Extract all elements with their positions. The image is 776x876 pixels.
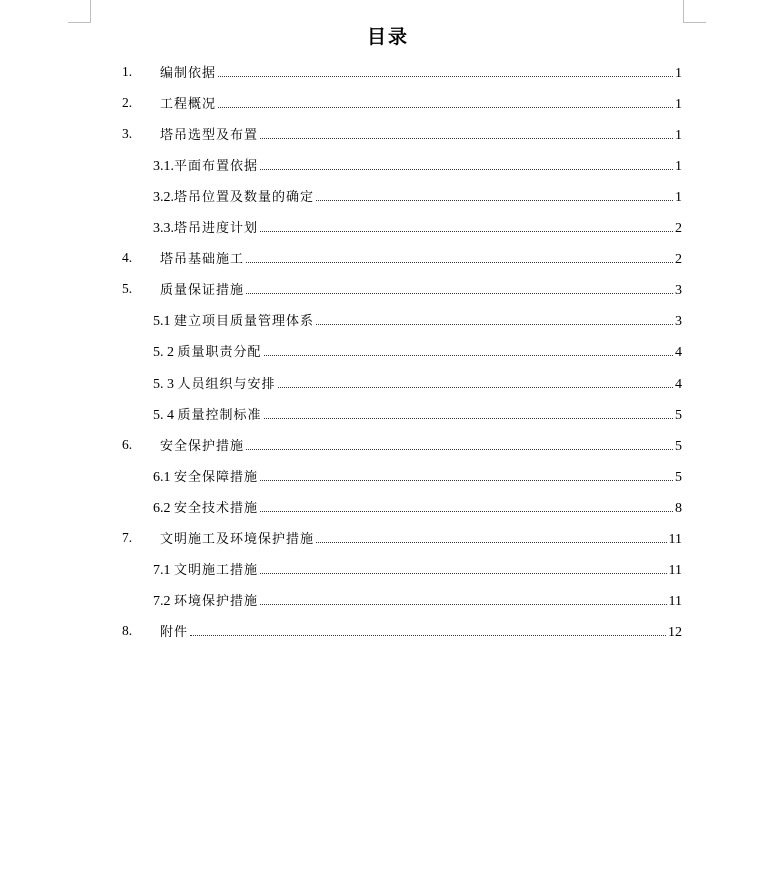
toc-entry-page-number: 1 [675,65,682,81]
toc-entry-page-number: 11 [668,563,682,579]
toc-entry[interactable] [0,585,776,616]
toc-entry-title [153,155,258,175]
crop-mark-top-right [683,0,706,23]
toc-entry-line [153,373,682,393]
toc-entry-title [160,435,244,454]
toc-entry[interactable] [0,460,776,491]
toc-entry-section-number: 3.3. [153,221,174,236]
toc-entry-section-number: 3.2. [153,189,174,205]
toc-entry[interactable] [0,56,776,87]
toc-entry[interactable] [0,87,776,118]
toc-entry-section-number: 5. 3 [153,376,178,392]
toc-entry-section-number: 5.1 [153,314,174,330]
toc-entry-line [153,466,682,486]
toc-entry-line [160,248,682,268]
toc-entry-text: 质量保证措施 [160,283,245,299]
toc-leader-dots [190,634,666,636]
toc-entry-title [153,310,314,330]
toc-entry-line [153,186,682,206]
toc-entry-page-number: 11 [668,594,682,610]
toc-entry-page-number: 1 [675,189,682,205]
toc-entry-title [153,186,314,206]
toc-entry-title [153,590,258,610]
toc-leader-dots [260,137,673,139]
toc-entry-line [153,217,682,237]
toc-entry-title [160,93,216,112]
toc-entry-text: 安全保障措施 [174,469,259,485]
toc-entry-text: 塔吊进度计划 [174,221,259,236]
toc-entry-title [160,124,258,143]
toc-entry-section-number: 5. 2 [153,345,178,361]
toc-leader-dots [264,417,673,419]
toc-leader-dots [246,261,673,263]
toc-entry-line [153,341,682,361]
toc-entry-line [160,279,682,299]
toc-entry-text: 质量控制标准 [177,407,262,423]
toc-entry-number: 5. [122,281,133,297]
toc-leader-dots [218,106,673,108]
toc-entry-title [160,279,244,298]
toc-entry-line [160,93,682,113]
crop-mark-top-left [68,0,91,23]
toc-entry-line [160,528,682,548]
toc-entry-page-number: 3 [675,283,682,299]
toc-entry[interactable] [0,616,776,647]
toc-entry-text: 工程概况 [160,96,217,112]
toc-entry-page-number: 2 [675,252,682,268]
toc-entry-line [153,590,682,610]
toc-entry-number: 3. [122,125,133,141]
toc-entry-title [153,217,258,237]
toc-entry-number: 7. [122,530,133,545]
toc-entry-page-number: 1 [675,96,682,112]
toc-entry-title [153,497,258,517]
toc-entry-section-number: 6.1 [153,469,174,485]
toc-entry-line [153,497,682,517]
toc-entry-page-number: 8 [675,500,682,516]
toc-entry-section-number: 7.2 [153,594,174,610]
toc-entry-title [160,621,188,640]
toc-entry-page-number: 4 [675,376,682,392]
toc-leader-dots [260,510,673,512]
toc-entry-text: 编制依据 [160,65,217,81]
toc-entry-title [153,559,258,579]
toc-entry-page-number: 1 [675,158,682,174]
toc-entry-page-number: 5 [675,438,682,454]
toc-leader-dots [264,354,673,356]
toc-entry-text: 文明施工措施 [174,563,259,579]
toc-entry-number: 2. [122,94,133,110]
toc-entry[interactable] [0,212,776,243]
toc-entry-title [160,248,244,267]
toc-entry-line [160,621,682,641]
toc-leader-dots [260,603,667,605]
toc-entry-text: 塔吊基础施工 [160,252,245,268]
toc-entry-page-number: 4 [675,345,682,361]
toc-entry[interactable] [0,180,776,211]
toc-entry-number: 4. [122,250,133,266]
toc-entry-text: 平面布置依据 [174,158,259,174]
toc-entry-text: 环境保护措施 [174,594,259,610]
toc-entry-number: 1. [122,63,133,79]
toc-entry-text: 文明施工及环境保护措施 [160,532,315,547]
toc-entry[interactable] [0,554,776,585]
toc-entry-text: 质量职责分配 [177,345,262,361]
toc-entry-line [160,435,682,455]
toc-entry-page-number: 1 [675,127,682,143]
toc-entry-section-number: 3.1. [153,158,174,174]
toc-entry[interactable] [0,429,776,460]
toc-entry-line [153,404,682,424]
toc-leader-dots [278,386,673,388]
toc-leader-dots [260,572,667,574]
toc-entry-text: 安全保护措施 [160,438,245,454]
toc-leader-dots [246,292,673,294]
toc-entry-text: 附件 [160,625,189,641]
toc-entry-line [160,62,682,82]
toc-entry-page-number: 5 [675,469,682,485]
toc-entry-text: 塔吊选型及布置 [160,127,259,143]
toc-entry-title [153,404,262,424]
toc-entry-title [160,528,314,547]
toc-entry-line [160,124,682,144]
toc-entry-text: 塔吊位置及数量的确定 [174,189,315,205]
toc-entry[interactable] [0,274,776,305]
toc-entry-page-number: 2 [675,221,682,236]
toc-entry-section-number: 6.2 [153,500,174,516]
toc-entry-title [160,62,216,81]
toc-entry[interactable] [0,523,776,554]
toc-entry[interactable] [0,118,776,149]
toc-entry-number: 8. [122,623,133,639]
toc-entry-line [153,559,682,579]
toc-leader-dots [218,75,673,77]
toc-entry[interactable] [0,367,776,398]
toc-entry-page-number: 12 [668,625,682,641]
toc-entry-section-number: 7.1 [153,563,174,579]
toc-leader-dots [260,230,673,232]
toc-leader-dots [246,448,673,450]
toc-entry-section-number: 5. 4 [153,407,178,423]
toc-entry[interactable] [0,336,776,367]
toc-entry-number: 6. [122,436,133,452]
toc-entry-text: 人员组织与安排 [177,376,276,392]
toc-entry-line [153,155,682,175]
toc-entry[interactable] [0,243,776,274]
toc-entry-page-number: 3 [675,314,682,330]
toc-entry-text: 安全技术措施 [174,500,259,516]
toc-entry-line [153,310,682,330]
toc-entry[interactable] [0,491,776,522]
toc-entry[interactable] [0,149,776,180]
toc-leader-dots [260,168,673,170]
toc-leader-dots [316,199,673,201]
toc-entry-title [153,466,258,486]
toc-leader-dots [260,479,673,481]
toc-entry-page-number: 5 [675,407,682,423]
toc-entry[interactable] [0,305,776,336]
toc-entry[interactable] [0,398,776,429]
toc-entry-page-number: 11 [668,532,682,547]
toc-entry-text: 建立项目质量管理体系 [174,314,315,330]
toc-entry-title [153,373,276,393]
toc-leader-dots [316,541,667,543]
toc-leader-dots [316,323,673,325]
toc-title: 目录 [366,26,409,48]
toc-entry-title [153,341,262,361]
